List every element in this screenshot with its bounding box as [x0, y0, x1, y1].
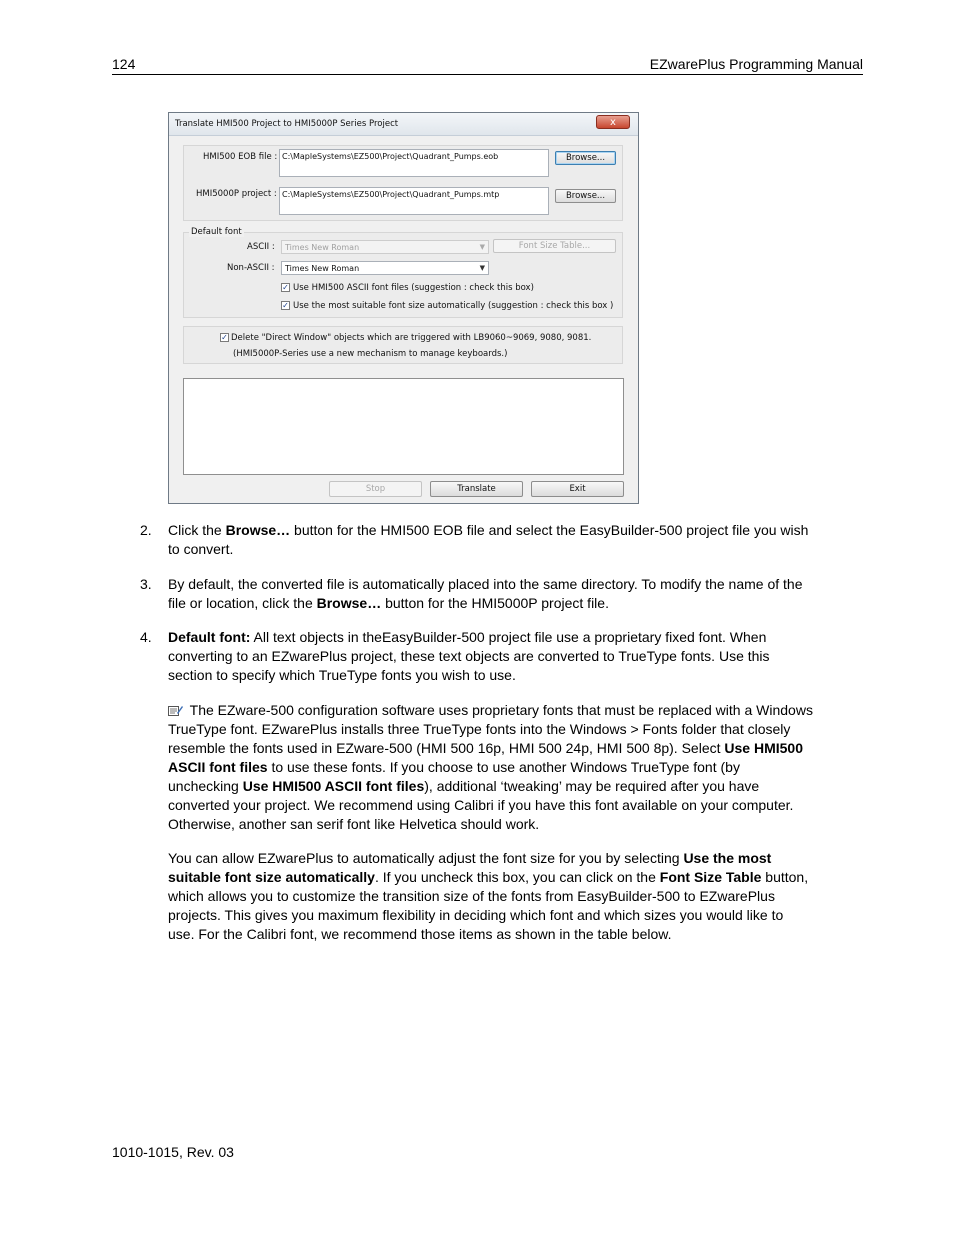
close-icon[interactable]: x	[596, 115, 630, 129]
translate-dialog	[168, 112, 639, 504]
non-ascii-label: Non-ASCII :	[227, 263, 275, 273]
dialog-title: Translate HMI500 Project to HMI5000P Series Project	[175, 119, 399, 129]
font-size-table-button[interactable]: Font Size Table...	[493, 239, 616, 253]
non-ascii-font-value: Times New Roman	[285, 264, 360, 273]
non-ascii-font-select[interactable]	[281, 261, 489, 275]
delete-direct-window-label: Delete "Direct Window" objects which are triggered with LB9060~9069, 9080, 9081.	[231, 333, 592, 343]
ascii-font-select[interactable]	[281, 240, 489, 254]
delete-direct-window-checkbox[interactable]: ✓	[221, 333, 228, 342]
translate-button[interactable]: Translate	[430, 481, 523, 497]
step-3-text: By default, the converted file is automatically placed into the same directory. To modify the name of the file or location, click the Browse… button for the HMI5000P project file.	[168, 576, 803, 611]
project-file-field[interactable]: C:\MapleSystems\EZ500\Project\Quadrant_Pumps.mtp	[279, 187, 549, 215]
keyboard-note: (HMI5000P-Series use a new mechanism to manage keyboards.)	[233, 349, 508, 359]
ascii-label: ASCII :	[247, 242, 275, 252]
browse-eob-button[interactable]: Browse...	[555, 151, 616, 165]
eob-file-field[interactable]: C:\MapleSystems\EZ500\Project\Quadrant_Pumps.eob	[279, 149, 549, 177]
manual-title: EZwarePlus Programming Manual	[649, 56, 863, 72]
use-hmi500-ascii-checkbox[interactable]: ✓	[282, 283, 289, 292]
note-paragraph: The EZware-500 configuration software uses proprietary fonts that must be replaced with a Windows TrueType font. EZwarePlus installs three TrueType fonts into the Windows > Fonts folder that closely resemble the fonts used in EZware-500 (HMI 500 16p, HMI 500 24p, HMI 500 8p). Select Use HMI500 ASCII font files to use these fonts. If you choose to use another Windows TrueType font (by unchecking Use HMI500 ASCII font files), additional ‘tweaking’ may be required after you have converted your project. We recommend using Calibri if you have this font available on your computer. Otherwise, another san serif font like Helvetica should work.	[168, 702, 813, 832]
step-number: 2.	[140, 522, 152, 538]
page-footer: 1010-1015, Rev. 03	[112, 1144, 234, 1160]
chevron-down-icon: ▼	[479, 243, 485, 251]
step-2-text: Click the Browse… button for the HMI500 EOB file and select the EasyBuilder-500 project file you wish to convert.	[168, 522, 809, 557]
step-number: 3.	[140, 576, 152, 592]
auto-font-size-checkbox[interactable]: ✓	[282, 301, 289, 310]
step-4-text: Default font: All text objects in theEasyBuilder-500 project file use a proprietary fixed font. When converting to an EZwarePlus project, these text objects are converted to TrueType fonts. Use this section to specify which TrueType fonts you wish to use.	[168, 629, 770, 683]
dialog-title-bar	[169, 113, 638, 136]
chevron-down-icon: ▼	[479, 264, 485, 272]
auto-size-paragraph: You can allow EZwarePlus to automatically adjust the font size for you by selecting Use the most suitable font size automatically. If you uncheck this box, you can click on the Font Size Table button, which allows you to customize the transition size of the fonts from EasyBuilder-500 to EZwarePlus projects. This gives you maximum flexibility in deciding which font and which sizes you would like to use. For the Calibri font, we recommend those items as shown in the table below.	[168, 850, 809, 942]
note-icon	[168, 705, 183, 716]
default-font-label: Default font	[191, 227, 242, 237]
step-number: 4.	[140, 629, 152, 645]
auto-font-size-label: Use the most suitable font size automatically (suggestion : check this box )	[293, 301, 614, 311]
project-label: HMI5000P project :	[196, 189, 277, 199]
page-header	[112, 56, 863, 75]
page-number: 124	[112, 56, 136, 72]
stop-button[interactable]: Stop	[329, 481, 422, 497]
browse-project-button[interactable]: Browse...	[555, 189, 616, 203]
log-output-box[interactable]	[183, 378, 624, 475]
eob-label: HMI500 EOB file :	[203, 152, 278, 162]
use-hmi500-ascii-label: Use HMI500 ASCII font files (suggestion : check this box)	[293, 283, 534, 293]
ascii-font-value: Times New Roman	[285, 243, 360, 252]
exit-button[interactable]: Exit	[531, 481, 624, 497]
